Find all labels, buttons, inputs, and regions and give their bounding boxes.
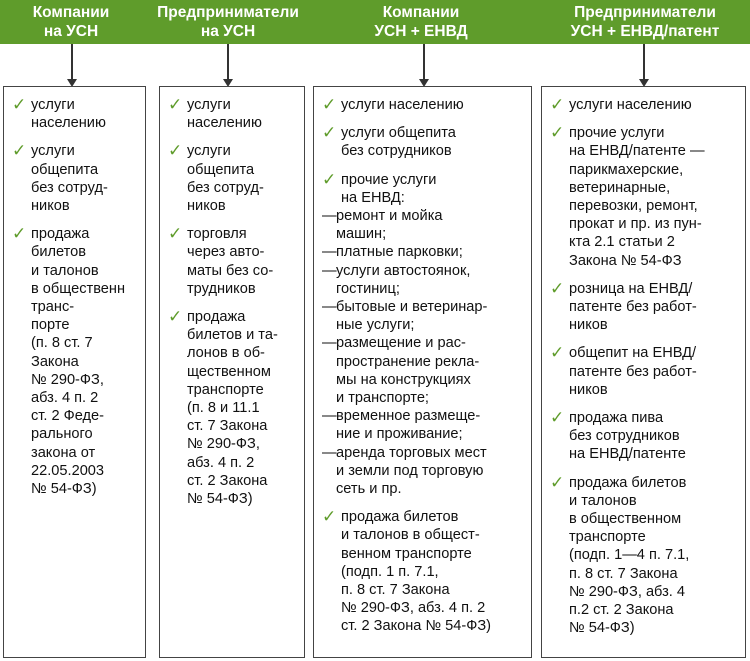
column-title-entrepreneurs-usn: Предприниматели на УСН (157, 4, 299, 40)
list-item-text: продажа билетов и та- лонов в об- щественном транспорте (п. 8 и 11.1 ст. 7 Закона № 290-ФЗ, абз. 4 п. 2 ст. 2 Закона № 54-ФЗ) (187, 309, 278, 508)
list-item (550, 124, 739, 270)
checkmark-icon: ✓ (168, 141, 183, 161)
column-box-companies-usn-envd (313, 86, 532, 658)
dash-bullet-icon: — (322, 408, 337, 425)
list-item (550, 96, 739, 114)
dash-bullet-icon: — (322, 299, 337, 316)
sub-list-item-text: платные парковки; (336, 244, 463, 261)
checkmark-icon: ✓ (550, 123, 565, 143)
column-box-entrepreneurs-usn (159, 86, 305, 658)
list-item-text: прочие услуги на ЕНВД/патенте — парикмахерские, ветеринарные, перевозки, ремонт, прокат и пр. из пун- кта 2.1 статьи 2 Закона № 54-ФЗ (569, 125, 705, 269)
dash-bullet-icon: — (322, 262, 337, 279)
list-item-text: услуги населению (569, 97, 692, 113)
arrow-down-icon (638, 44, 650, 88)
list-item (322, 96, 525, 114)
list-item (12, 225, 139, 498)
list-item (550, 409, 739, 464)
list-item (168, 225, 298, 298)
list-item-text: услуги общепита без сотруд- ников (31, 143, 108, 215)
sub-list-item (322, 262, 525, 298)
sub-list-item (322, 298, 525, 334)
checkmark-icon: ✓ (550, 343, 565, 363)
list-item (550, 474, 739, 638)
sub-list-item (322, 407, 525, 443)
list-item (550, 280, 739, 335)
list-item (168, 96, 298, 132)
sub-list-item-text: аренда торговых мест и земли под торговую сеть и пр. (336, 444, 487, 498)
arrow-down-icon (66, 44, 78, 88)
list-item (168, 308, 298, 508)
sub-list-item (322, 444, 525, 499)
list-item (322, 124, 525, 160)
list-item-text: продажа билетов и талонов в общест- венном транспорте (подп. 1 п. 7.1, п. 8 ст. 7 Закона № 290-ФЗ, абз. 4 п. 2 ст. 2 Закона № 54-ФЗ) (341, 509, 492, 635)
sub-list-item-text: размещение и рас- пространение рекла- мы на конструкциях и транспорте; (336, 335, 480, 407)
list-item-text: общепит на ЕНВД/ патенте без работ- ников (569, 345, 697, 398)
column-box-companies-usn (3, 86, 146, 658)
list-item-text: услуги общепита без сотруд- ников (187, 143, 264, 215)
list-item (168, 142, 298, 215)
list-item-text: услуги населению (31, 97, 106, 132)
checkmark-icon: ✓ (322, 95, 337, 114)
column-box-entrepreneurs-usn-envd-patent (541, 86, 746, 658)
dash-bullet-icon: — (322, 208, 337, 225)
sub-list-item (322, 207, 525, 243)
checkmark-icon: ✓ (12, 141, 27, 161)
sub-list-item-text: бытовые и ветеринар- ные услуги; (336, 299, 488, 334)
list-item-text: услуги населению (187, 97, 262, 132)
dash-bullet-icon: — (322, 444, 337, 461)
checkmark-icon: ✓ (550, 408, 565, 428)
list-item (322, 171, 525, 499)
column-title-entrepreneurs-usn-envd-patent: Предприниматели УСН + ЕНВД/патент (570, 4, 720, 40)
sub-list-item-text: ремонт и мойка машин; (336, 208, 443, 243)
sub-list-item-text: услуги автостоянок, гостиниц; (336, 262, 471, 297)
checkmark-icon: ✓ (322, 123, 337, 143)
list-item-text: услуги общепита без сотрудников (341, 125, 456, 160)
checkmark-icon: ✓ (322, 507, 337, 527)
sub-list-item (322, 243, 525, 261)
dash-bullet-icon: — (322, 244, 337, 261)
list-item-text: продажа билетов и талонов в общественном транспорте (подп. 1—4 п. 7.1, п. 8 ст. 7 Закона № 290-ФЗ, абз. 4 п.2 ст. 2 Закона № 54-ФЗ) (569, 474, 690, 637)
list-item-text: розница на ЕНВД/ патенте без работ- ников (569, 280, 697, 334)
checkmark-icon: ✓ (550, 472, 565, 492)
list-item-text: продажа пива без сотрудников на ЕНВД/патенте (569, 410, 686, 463)
arrow-down-icon (418, 44, 430, 88)
checkmark-icon: ✓ (322, 169, 337, 189)
list-item (322, 508, 525, 635)
dash-bullet-icon: — (322, 335, 337, 352)
list-item (12, 96, 139, 132)
checkmark-icon: ✓ (550, 95, 565, 114)
checkmark-icon: ✓ (550, 278, 565, 298)
column-title-companies-usn-envd: Компании УСН + ЕНВД (374, 4, 468, 40)
list-item-text: продажа билетов и талонов в общественн транс- порте (п. 8 ст. 7 Закона № 290-ФЗ, абз. 4 п. 2 ст. 2 Феде- рального закона от 22.05.2003 № 54-ФЗ) (31, 226, 126, 498)
checkmark-icon: ✓ (168, 95, 183, 114)
list-item (550, 344, 739, 399)
list-item-text: прочие услуги на ЕНВД: (341, 171, 437, 206)
checkmark-icon: ✓ (12, 95, 27, 114)
arrow-down-icon (222, 44, 234, 88)
list-item-text: торговля через авто- маты без со- трудников (187, 226, 274, 297)
checkmark-icon: ✓ (168, 307, 183, 327)
checkmark-icon: ✓ (12, 224, 27, 244)
sub-list-item-text: временное размеще- ние и проживание; (336, 408, 481, 443)
list-item-text: услуги населению (341, 97, 464, 113)
column-title-companies-usn: Компании на УСН (32, 4, 110, 40)
checkmark-icon: ✓ (168, 224, 183, 244)
sub-list-item (322, 334, 525, 407)
list-item (12, 142, 139, 215)
